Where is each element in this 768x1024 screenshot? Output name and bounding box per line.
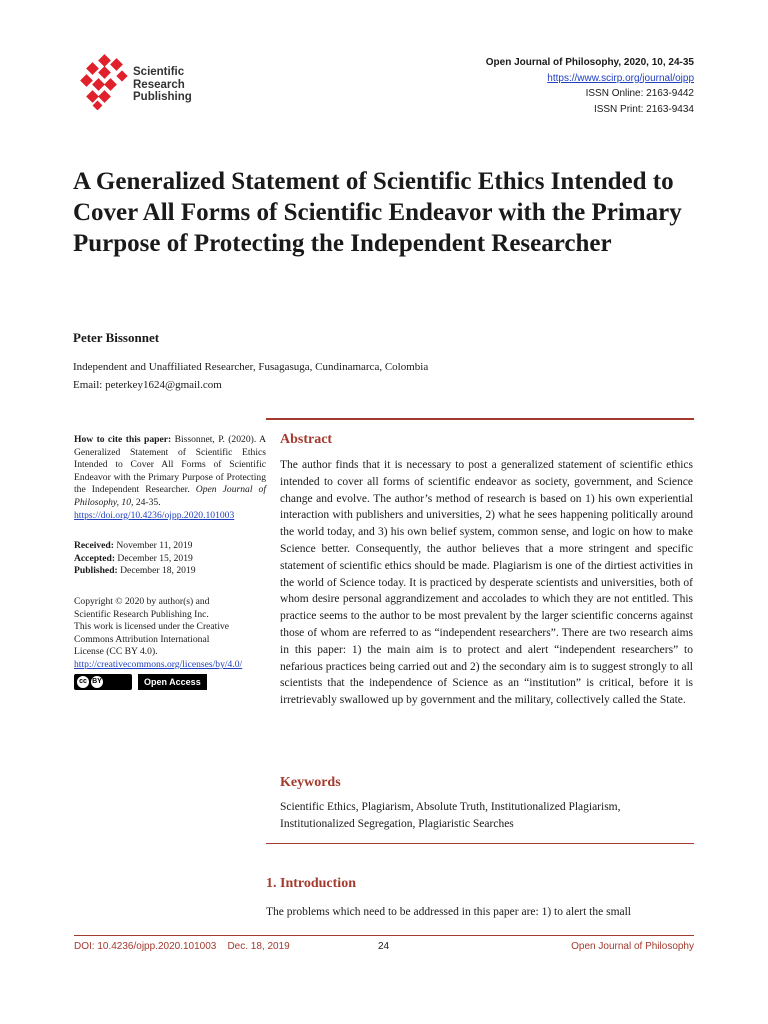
article-title: A Generalized Statement of Scientific Ethics Intended to Cover All Forms of Scientific Endeavor with the Primary Purpose of Protecting the Independent Researcher (73, 168, 682, 257)
cc-by-badge[interactable] (74, 674, 132, 690)
published-label: Published: (74, 565, 118, 577)
copyright-line: License (CC BY 4.0). (74, 646, 158, 658)
published-date: December 18, 2019 (117, 565, 196, 577)
copyright-line: Commons Attribution International (74, 633, 210, 645)
footer-journal-name: Open Journal of Philosophy (571, 941, 694, 952)
accepted-date: December 15, 2019 (115, 552, 193, 564)
copyright-line: This work is licensed under the Creative (74, 621, 230, 633)
scirp-logo-icon (78, 54, 134, 110)
copyright-block (74, 596, 266, 672)
received-date: November 11, 2019 (113, 540, 193, 552)
abstract-heading: Abstract (280, 432, 333, 447)
issn-online: ISSN Online: 2163-9442 (585, 88, 694, 99)
by-icon: BY (91, 676, 103, 688)
page-number: 24 (378, 941, 390, 952)
cite-label: How to cite this paper: (74, 434, 172, 445)
journal-citation: Open Journal of Philosophy, 2020, 10, 24-35 (485, 57, 694, 68)
cite-pages: 24-35. (133, 496, 161, 508)
keywords-heading: Keywords (280, 775, 341, 790)
author-affiliation: Independent and Unaffiliated Researcher, Fusagasuga, Cundinamarca, Colombia (73, 361, 429, 373)
copyright-line: Copyright © 2020 by author(s) and (74, 595, 210, 607)
abstract-top-rule (266, 418, 694, 420)
license-badges (74, 674, 266, 691)
cite-journal: Open Journal of Philosophy, 10, (74, 484, 266, 508)
journal-url-link[interactable]: https://www.scirp.org/journal/ojpp (547, 72, 694, 84)
abstract-text: The author finds that it is necessary to post a generalized statement of scientific ethics intended to cover all forms of scientific endeavor as society, government, and Science change and evolve. The author’s method of research is based on 1) his own experiential interaction with publishers and universities, 2) what he sees happening politically around the world today, and 3) his own belief system, common sense, and logic on how to make Science better. Consequently, the author believes that a more stringent and specific statement of scientific ethics should be made. Plagiarism is one of the dirtiest activities in the world of Science today. It is practiced by desperate scientists and universities, both of whom desire personal aggrandizement and accolades to which they are not entitled. This practice seems to the author to be most prevalent by the larger scientific concerns against those of whom are referred to as “independent researchers”. There are two research aims in this paper: 1) the main aim is to protect and alert “independent researchers” to nefarious practices being carried out and 2) the secondary aim is to suggest strongly to all scientists that the independence of Science as an “institution” is critical, before it is irretrievably swallowed up by government and the military, collectively called the State. (280, 459, 693, 707)
license-link[interactable]: http://creativecommons.org/licenses/by/4.0/ (74, 658, 243, 670)
dates-block (74, 540, 266, 578)
article-sidebar (74, 434, 266, 690)
author-name: Peter Bissonnet (73, 330, 160, 345)
keywords-bottom-rule (266, 843, 694, 844)
citation-block (74, 434, 266, 522)
copyright-line: Scientific Research Publishing Inc. (74, 608, 209, 620)
publisher-line: Research (133, 78, 185, 91)
footer-rule (74, 935, 694, 936)
author-email: Email: peterkey1624@gmail.com (73, 379, 222, 391)
publisher-line: Publishing (133, 91, 192, 103)
cite-doi-link[interactable]: https://doi.org/10.4236/ojpp.2020.101003 (74, 509, 235, 521)
cc-icon: cc (77, 676, 89, 688)
introduction-heading: 1. Introduction (266, 876, 356, 891)
received-label: Received: (74, 540, 114, 552)
introduction-text: The problems which need to be addressed in this paper are: 1) to alert the small (266, 906, 632, 918)
keywords-text: Scientific Ethics, Plagiarism, Absolute Truth, Institutionalized Plagiarism, Institutionalized Segregation, Plagiaristic Searches (280, 801, 621, 830)
issn-print: ISSN Print: 2163-9434 (593, 103, 694, 115)
journal-info (486, 55, 694, 117)
footer-doi: DOI: 10.4236/ojpp.2020.101003 Dec. 18, 2019 (74, 941, 290, 952)
publisher-name (133, 66, 192, 104)
accepted-label: Accepted: (74, 552, 116, 564)
publisher-line: Scientific (133, 66, 185, 78)
cite-text: Bissonnet, P. (2020). A Generalized Statement of Scientific Ethics Intended to Cover All Forms of Scientific Endeavor with the Primary Purpose of Protecting the Independent Researcher. (74, 434, 266, 496)
open-access-badge: Open Access (138, 674, 207, 691)
